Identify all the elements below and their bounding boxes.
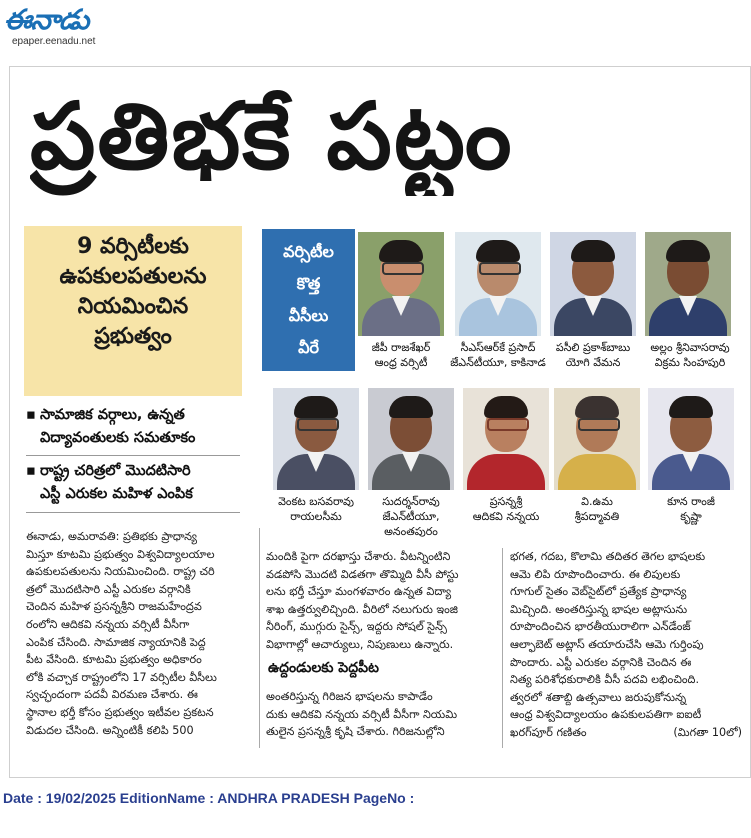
vc-photo-csrk-prasad [455,232,541,336]
article-headline: ప్రతిభకే పట్టం [30,83,514,190]
vc-photo-basavarao [273,388,359,490]
column-divider [502,548,503,748]
vc-caption: ప్రసన్నశ్రీ ఆదికవి నన్నయ [472,495,540,523]
vc-caption: సుదర్శన్‌రావు జేఎన్‌టీయూ, అనంతపురం [382,495,440,538]
bullet-divider [26,512,240,513]
vc-photo-uma [554,388,640,490]
vc-photo-prasannasri [463,388,549,490]
bullet-point-2: ▪ రాష్ట్ర చరిత్రలో మొదటిసారి ఎస్టీ ఎరుకల మహిళ ఎంపిక [26,460,246,506]
vc-photo-prakash-babu [550,232,636,336]
vc-caption: జీపీ రాజశేఖర్ ఆంధ్ర వర్సిటీ [371,341,431,369]
continued-note: (మిగతా 10లో) [673,725,742,739]
article-column-2: మందికి పైగా దరఖాస్తు చేశారు. వీటన్నింటిని వడపోసి మొదటి విడతగా తొమ్మిది వీసీ పోస్టు లను భర్తీ చేస్తూ మంగళవారం ఉన్నత విద్యా శాఖ ఉత్తర్వులిచ్చింది. వీరిలో నలుగురు ఇంజి నీరింగ్, ముగ్గురు సైన్స్, ఇద్దరు సోషల్ సైన్స్ విభాగాల్లో ఆచార్యులు, నిపుణులు ఉన్నారు. [266,550,459,651]
vc-photo-rajasekhar [358,232,444,336]
vc-caption: వెంకట బసవరావు రాయలసీమ [278,495,354,523]
vc-caption: పసీలి ప్రకాశ్‌బాబు యోగి వేమన [555,341,631,369]
vc-caption: సీఎస్ఆర్‌కే ప్రసాద్ జేఎన్‌టీయూ, కాకినాడ [450,341,546,369]
bullet-divider [26,455,240,456]
vc-caption: కూన రాంజీ కృష్ణా [667,495,715,523]
new-vcs-label-text: వర్సిటీల కొత్త వీసీలు వీరే [283,242,334,357]
vc-photo-sudarshan-rao [368,388,454,490]
vc-photo-srinivasa-rao [645,232,731,336]
article-column-3: భగత, గదబ, కొలామి తదితర తెగల భాషలకు ఆమె లిపి రూపొందించారు. ఈ లిపులకు గూగుల్ సైతం వెబ్‌సైట్‌లో ప్రత్యేక ప్రాధాన్య మిచ్చింది. అంతరిస్తున్న భాషల అట్లాసును రూపొందించిన భారతీయురాలిగా ఎన్‌డేంజ్ ఆల్ఫాబెట్ అట్లాస్ తయారుచేసి ఆమె గుర్తింపు పొందారు. ఎస్టీ ఎరుకల వర్గానికి చెందిన ఈ నిత్య పరిశోధకురాలికి వీసీ పదవి లభించింది. త్వరలో శతాబ్ది ఉత్సవాలు జరుపుకోనున్న ఆంధ్ర విశ్వవిద్యాలయం ఉపకులపతిగా ఐఐటీ ఖరగ్‌పూర్ గణితం (మిగతా 10లో) [510,548,742,742]
column-divider [259,528,260,748]
intro-highlight-text: 9 వర్సిటీలకు ఉపకులపతులను నియమించిన ప్రభుత్వం [59,234,207,349]
epaper-url: epaper.eenadu.net [12,36,96,47]
bullet-point-1: ▪ సామాజిక వర్గాలు, ఉన్నత విద్యావంతులకు సమతూకం [26,404,246,450]
article-column-1: ఈనాడు, అమరావతి: ప్రతిభకు ప్రాధాన్య మిస్తూ కూటమి ప్రభుత్వం విశ్వవిద్యాలయాల ఉపకులపతులను నియమించింది. రాష్ట్ర చరి త్రలో మొదటిసారి ఎస్టీ ఎరుకల వర్గానికి చెందిన మహిళ ప్రసన్నశ్రీని రాజమహేంద్రవ రంలోని ఆదికవి నన్నయ వర్సిటీ వీసీగా ఎంపిక చేసింది. సామాజిక న్యాయానికి పెద్ద పీట వేసింది. కూటమి ప్రభుత్వం అధికారం లోకి వచ్చాక రాష్ట్రంలోని 17 వర్సిటీల వీసీలు స్వచ్ఛందంగా పదవీ విరమణ చేశారు. ఈ స్థానాల భర్తీ కోసం ప్రభుత్వం ఇటీవల ప్రకటన విడుదల చేసింది. అన్నింటికీ కలిపి 500 [26,530,217,737]
article-subheading: ఉద్దండులకు పెద్దపీట [268,660,379,676]
edition-info: Date : 19/02/2025 EditionName : ANDHRA PRADESH PageNo : [3,790,415,806]
vc-caption: అల్లం శ్రీనివాసరావు విక్రమ సింహపురి [650,341,730,369]
article-column-2-continued: అంతరిస్తున్న గిరిజన భాషలను కాపాడేం దుకు ఆదికవి నన్నయ వర్సిటీ వీసీగా నియమి తులైన ప్రసన్నశ్రీ కృషి చేశారు. గిరిజనుల్లోని [266,690,458,739]
vc-photo-ramji [648,388,734,490]
vc-caption: వి.ఉమ శ్రీపద్మావతి [574,495,620,523]
eenadu-logo: ఈనాడు [4,3,89,36]
